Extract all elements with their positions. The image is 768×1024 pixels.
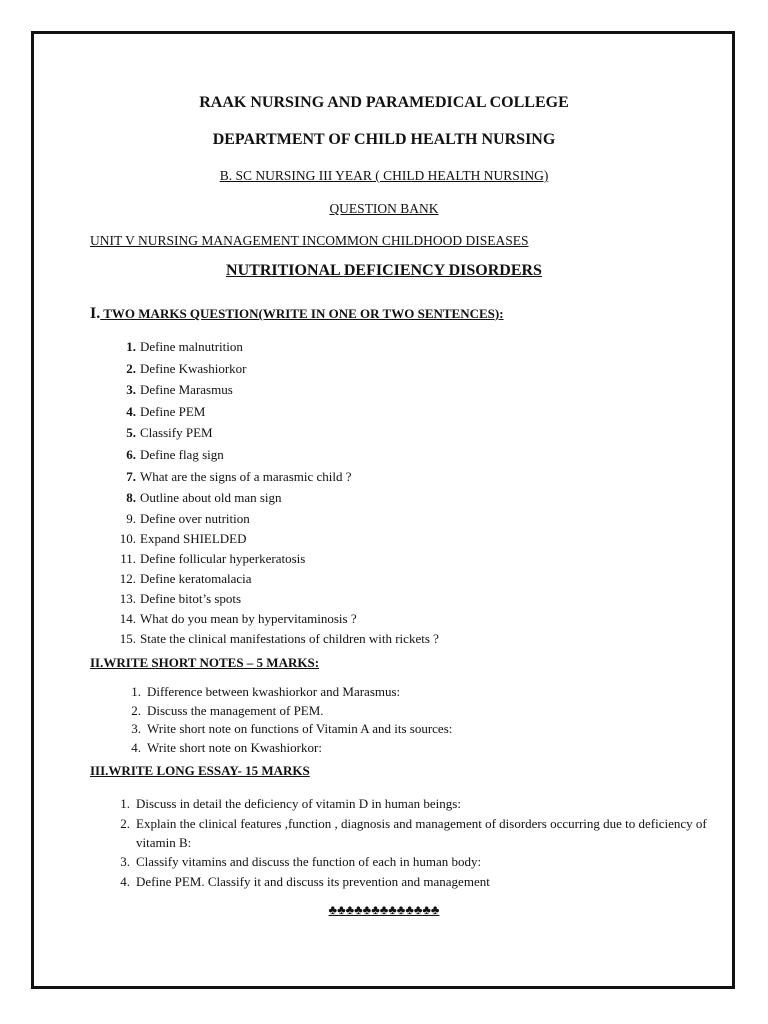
item-number: 3. — [126, 382, 136, 398]
course-title: B. SC NURSING III YEAR ( CHILD HEALTH NURSING) — [219, 168, 549, 183]
section-3-title: III.WRITE LONG ESSAY- 15 MARKS — [90, 763, 310, 778]
item-text: Define PEM. Classify it and discuss its prevention and management — [136, 874, 490, 889]
item-text: Define malnutrition — [140, 339, 243, 354]
unit-title: UNIT V NURSING MANAGEMENT INCOMMON CHILDHOOD DISEASES — [90, 233, 529, 248]
list-item — [119, 529, 439, 549]
item-number: 1. — [120, 796, 130, 811]
footer-ornament: ♣♣♣♣♣♣♣♣♣♣♣♣♣ — [328, 902, 440, 917]
two-marks-question-list — [119, 336, 439, 649]
item-text: Discuss the management of PEM. — [147, 702, 324, 718]
list-item — [126, 444, 439, 466]
college-name: RAAK NURSING AND PARAMEDICAL COLLEGE — [199, 94, 569, 111]
section-1-roman: I. — [90, 305, 101, 322]
item-number: 1. — [131, 684, 141, 699]
item-number: 5. — [126, 425, 136, 441]
item-number: 11. — [120, 550, 136, 566]
item-number: 4. — [126, 403, 136, 419]
section-3-heading — [90, 763, 310, 779]
list-item — [120, 794, 716, 814]
item-number: 6. — [126, 446, 136, 462]
section-1-heading — [90, 305, 504, 323]
item-text: Explain the clinical features ,function , diagnosis and management of disorders occurring due to deficiency of vitamin B: — [136, 816, 707, 850]
item-text: Define flag sign — [140, 446, 224, 462]
item-text: Difference between kwashiorkor and Marasmus: — [147, 684, 401, 699]
item-number: 4. — [131, 739, 141, 755]
item-text: Outline about old man sign — [140, 490, 282, 506]
item-text: What are the signs of a marasmic child ? — [140, 468, 352, 484]
item-number: 2. — [126, 360, 136, 376]
topic-title: NUTRITIONAL DEFICIENCY DISORDERS — [226, 262, 542, 279]
section-2-title: II.WRITE SHORT NOTES – 5 MARKS: — [90, 655, 320, 670]
item-text: Expand SHIELDED — [140, 530, 247, 546]
item-number: 2. — [131, 702, 141, 718]
list-item — [120, 852, 716, 872]
list-item — [131, 683, 452, 702]
item-number: 2. — [120, 816, 130, 831]
list-item — [126, 379, 439, 401]
item-text: Write short note on functions of Vitamin A and its sources: — [147, 721, 453, 736]
list-item — [119, 609, 439, 629]
list-item — [126, 466, 439, 488]
list-item — [119, 589, 439, 609]
list-item — [126, 358, 439, 380]
item-text: Classify vitamins and discuss the function of each in human body: — [136, 854, 482, 869]
list-item — [126, 401, 439, 423]
item-number: 3. — [131, 721, 141, 736]
list-item — [120, 549, 439, 569]
item-text: Define PEM — [140, 403, 206, 419]
list-item — [131, 720, 453, 739]
item-text: State the clinical manifestations of children with rickets ? — [140, 630, 439, 646]
doc-type-title: QUESTION BANK — [329, 201, 439, 216]
list-item — [126, 509, 439, 529]
list-item — [126, 422, 439, 444]
item-number: 7. — [126, 468, 136, 484]
short-notes-question-list — [131, 683, 453, 757]
item-text: Define Kwashiorkor — [140, 360, 247, 376]
item-text: Discuss in detail the deficiency of vitamin D in human beings: — [136, 796, 461, 811]
item-number: 4. — [120, 874, 130, 889]
item-text: Write short note on Kwashiorkor: — [147, 739, 322, 755]
item-number: 15. — [119, 630, 136, 646]
item-number: 8. — [126, 490, 136, 506]
item-text: Define keratomalacia — [140, 570, 252, 586]
item-text: Define follicular hyperkeratosis — [140, 550, 306, 566]
item-text: Define over nutrition — [140, 510, 250, 526]
list-item — [126, 336, 439, 358]
section-1-title: TWO MARKS QUESTION(WRITE IN ONE OR TWO SENTENCES): — [100, 306, 504, 321]
list-item — [131, 702, 452, 721]
list-item — [119, 569, 439, 589]
item-text: Classify PEM — [140, 425, 213, 441]
list-item — [120, 872, 716, 892]
item-number: 14. — [119, 610, 136, 626]
item-text: Define Marasmus — [140, 382, 233, 398]
list-item — [126, 487, 439, 509]
item-text: What do you mean by hypervitaminosis ? — [140, 610, 357, 626]
list-item — [120, 814, 716, 852]
item-number: 3. — [120, 854, 130, 869]
item-text: Define bitot’s spots — [140, 590, 242, 606]
item-number: 13. — [119, 590, 136, 606]
list-item — [131, 739, 452, 758]
list-item — [119, 629, 439, 649]
item-number: 1. — [126, 339, 136, 354]
long-essay-question-list — [120, 794, 716, 892]
section-2-heading — [90, 655, 319, 671]
item-number: 12. — [119, 570, 136, 586]
item-number: 10. — [119, 530, 136, 546]
item-number: 9. — [126, 510, 136, 526]
department-title: DEPARTMENT OF CHILD HEALTH NURSING — [212, 131, 556, 148]
